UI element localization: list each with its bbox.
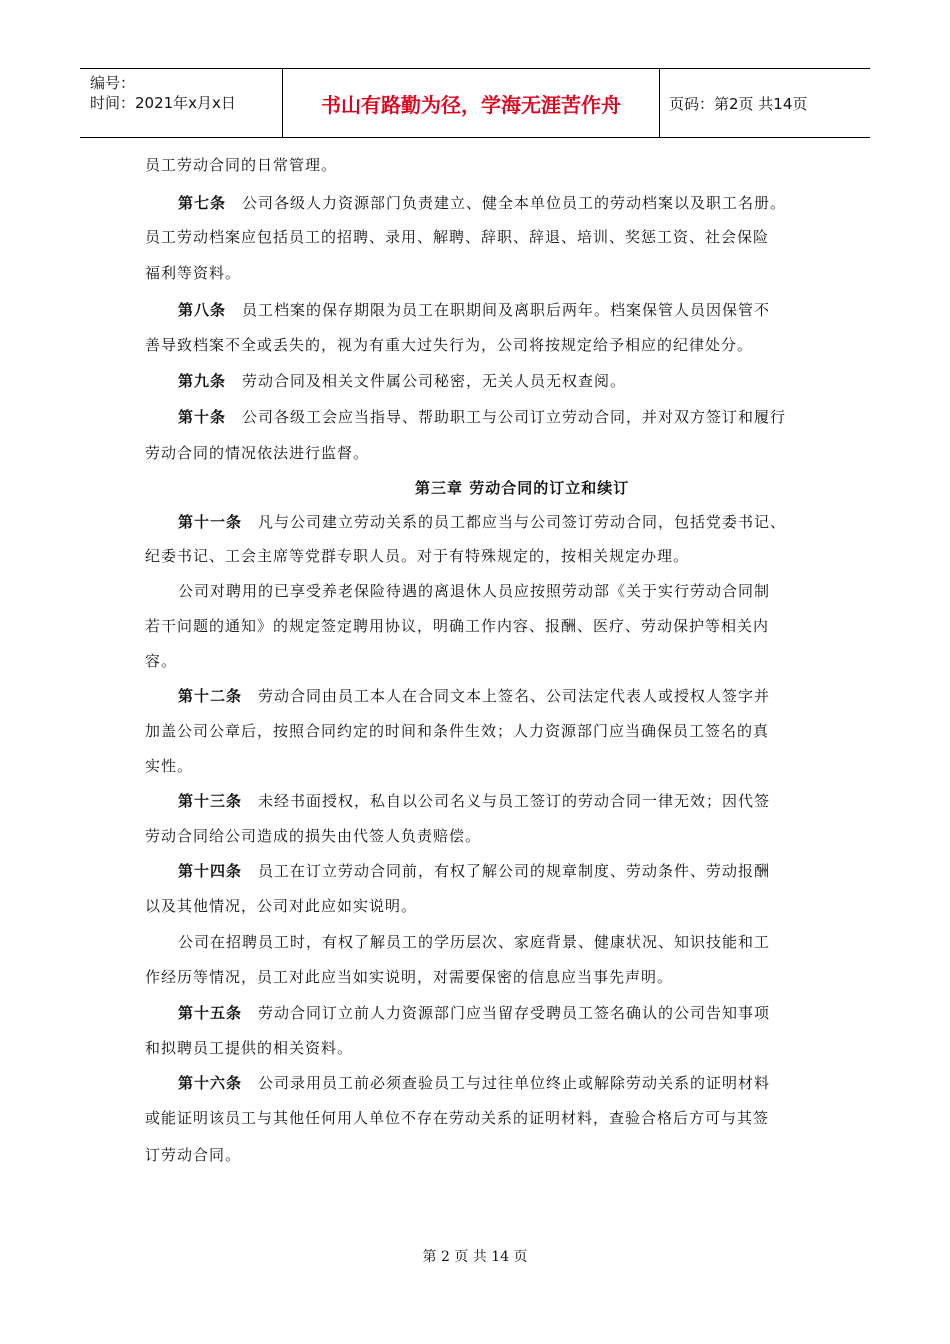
line-text: 以及其他情况，公司对此应如实说明。 [145,897,418,915]
text-line [145,442,369,464]
text-line [145,755,193,777]
header-left-cell [80,69,282,137]
line-text: 公司各级工会应当指导、帮助职工与公司订立劳动合同，并对双方签订和履行 [242,408,787,426]
article-number: 第十四条 [178,862,243,880]
line-text: 劳动合同订立前人力资源部门应当留存受聘员工签名确认的公司告知事项 [258,1004,771,1022]
text-line [145,720,769,742]
line-text: 劳动合同给公司造成的损失由代签人负责赔偿。 [145,827,482,845]
text-line [145,262,241,284]
code-label: 编号： [90,74,136,92]
text-line [145,966,673,988]
text-line [178,931,770,953]
text-line [145,825,481,847]
line-text: 若干问题的通知》的规定签定聘用协议，明确工作内容、报酬、医疗、劳动保护等相关内 [145,617,770,635]
article-number: 第十五条 [178,1004,243,1022]
line-text: 实性。 [145,757,194,775]
text-line [178,299,770,321]
text-line [178,860,770,882]
line-text: 或能证明该员工与其他任何用人单位不存在劳动关系的证明材料，查验合格后方可与其签 [145,1109,770,1127]
line-text: 劳动合同的情况依法进行监督。 [145,444,370,462]
line-text: 未经书面授权，私自以公司名义与员工签订的劳动合同一律无效；因代签 [258,792,771,810]
page-header [80,68,870,138]
text-line [145,545,689,567]
line-text: 作经历等情况，员工对此应当如实说明，对需要保密的信息应当事先声明。 [145,968,674,986]
line-text: 员工劳动档案应包括员工的招聘、录用、解聘、辞职、辞退、培训、奖惩工资、社会保险 [145,228,770,246]
text-line [178,580,770,602]
article-number: 第十三条 [178,792,243,810]
text-line [145,1107,769,1129]
article-number: 第十二条 [178,687,243,705]
page-info: 页码：第2页 共14页 [669,94,808,113]
line-text: 公司各级人力资源部门负责建立、健全本单位员工的劳动档案以及职工名册。 [242,194,787,212]
text-line [145,615,769,637]
text-line [145,334,753,356]
line-text: 公司对聘用的已享受养老保险待遇的离退休人员应按照劳动部《关于实行劳动合同制 [178,582,771,600]
line-text: 劳动合同及相关文件属公司秘密，无关人员无权查阅。 [242,372,627,390]
page-footer: 第 2 页 共 14 页 [422,1249,528,1265]
article-number: 第十条 [178,408,227,426]
text-line [145,154,337,176]
line-text: 和拟聘员工提供的相关资料。 [145,1039,354,1057]
text-line [178,1072,770,1094]
line-text: 凡与公司建立劳动关系的员工都应当与公司签订劳动合同，包括党委书记、 [258,513,787,531]
article-number: 第九条 [178,372,227,390]
line-text: 容。 [145,652,178,670]
line-text: 公司在招聘员工时，有权了解员工的学历层次、家庭背景、健康状况、知识技能和工 [178,933,771,951]
line-text: 公司录用员工前必须查验员工与过往单位终止或解除劳动关系的证明材料 [258,1074,771,1092]
article-number: 第十六条 [178,1074,243,1092]
text-line [145,650,177,672]
chapter-heading: 第三章 劳动合同的订立和续订 [415,479,630,497]
line-text: 员工在订立劳动合同前，有权了解公司的规章制度、劳动条件、劳动报酬 [258,862,771,880]
article-number: 第十一条 [178,513,243,531]
article-number: 第八条 [178,301,227,319]
text-line [145,1037,353,1059]
line-text: 员工劳动合同的日常管理。 [145,156,338,174]
motto: 书山有路勤为径，学海无涯苦作舟 [282,69,660,137]
line-text: 劳动合同由员工本人在合同文本上签名、公司法定代表人或授权人签字并 [258,687,771,705]
text-line [145,226,769,248]
line-text: 订劳动合同。 [145,1146,242,1164]
line-text: 福利等资料。 [145,264,242,282]
article-number: 第七条 [178,194,227,212]
text-line [178,192,786,214]
text-line [178,790,770,812]
line-text: 善导致档案不全或丢失的，视为有重大过失行为，公司将按规定给予相应的纪律处分。 [145,336,754,354]
text-line [178,1002,770,1024]
text-line [178,406,786,428]
text-line [178,511,786,533]
text-line [178,685,770,707]
text-line [145,1144,241,1166]
line-text: 纪委书记、工会主席等党群专职人员。对于有特殊规定的，按相关规定办理。 [145,547,690,565]
time-label: 时间：2021年x月x日 [90,94,236,112]
text-line [178,370,626,392]
line-text: 员工档案的保存期限为员工在职期间及离职后两年。档案保管人员因保管不 [242,301,771,319]
line-text: 加盖公司公章后，按照合同约定的时间和条件生效；人力资源部门应当确保员工签名的真 [145,722,770,740]
text-line [145,895,417,917]
